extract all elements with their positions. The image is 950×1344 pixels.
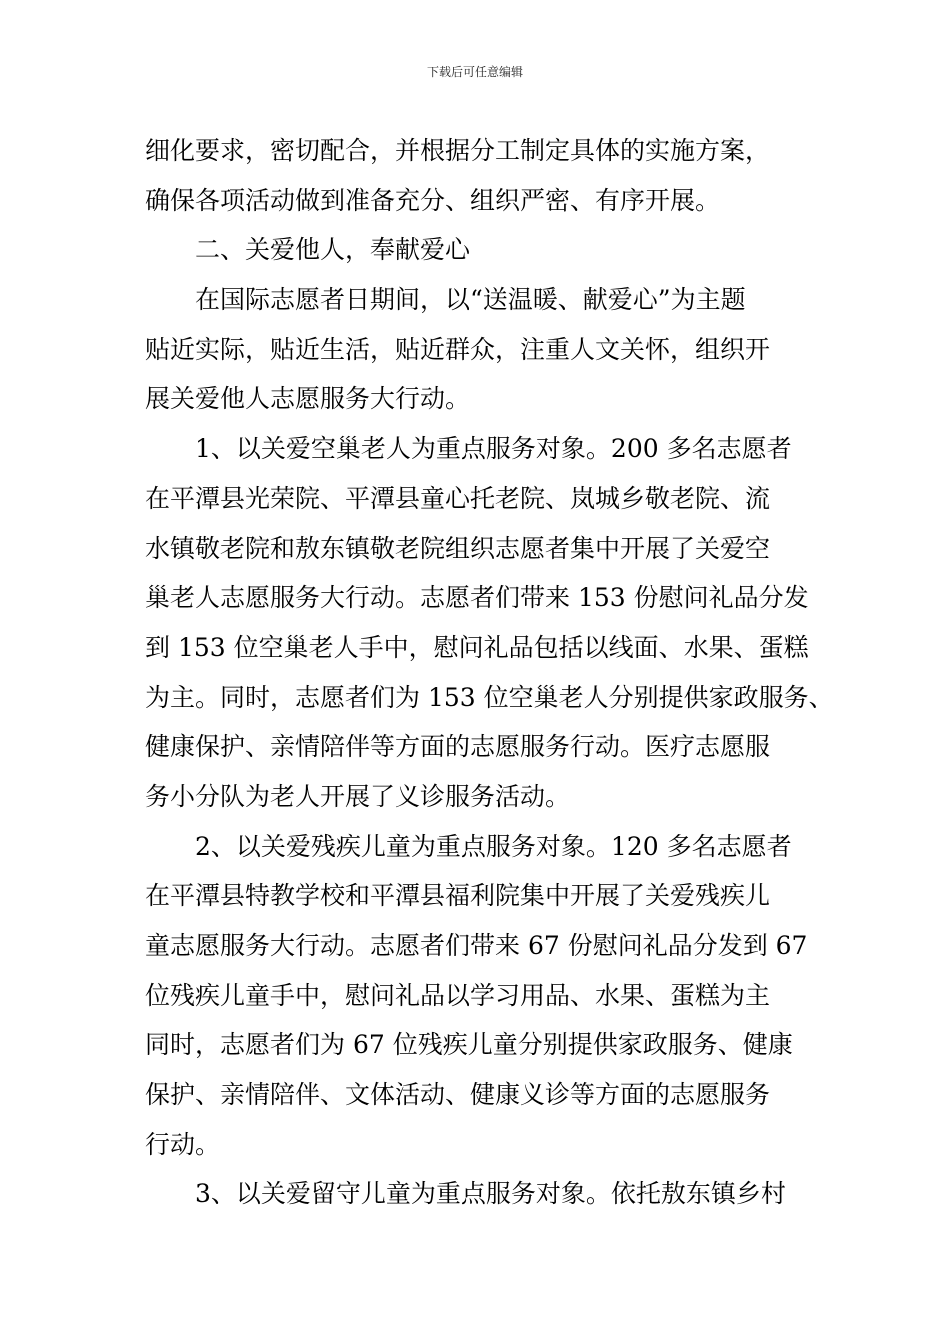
text-line: 务小分队为老人开展了义诊服务活动。 (145, 781, 571, 811)
text-line: 到 153 位空巢老人手中，慰问礼品包括以线面、水果、蛋糕 (145, 632, 809, 662)
section-heading: 二、关爱他人，奉献爱心 (195, 235, 471, 265)
text-line: 行动。 (145, 1129, 221, 1159)
page-header: 下载后可任意编辑 (426, 65, 523, 79)
text-line: 巢老人志愿服务大行动。志愿者们带来 153 份慰问礼品分发 (145, 583, 809, 613)
text-line: 为主。同时，志愿者们为 153 位空巢老人分别提供家政服务、 (145, 682, 834, 712)
text-line: 保护、亲情陪伴、文体活动、健康义诊等方面的志愿服务 (145, 1080, 771, 1110)
text-line: 同时，志愿者们为 67 位残疾儿童分别提供家政服务、健康 (145, 1030, 793, 1060)
text-line: 在国际志愿者日期间，以“送温暖、献爱心”为主题 (195, 285, 746, 315)
text-line: 1、以关爱空巢老人为重点服务对象。200 多名志愿者 (195, 434, 792, 464)
text-line: 确保各项活动做到准备充分、组织严密、有序开展。 (145, 185, 721, 215)
text-line: 位残疾儿童手中，慰问礼品以学习用品、水果、蛋糕为主 (145, 980, 771, 1010)
text-line: 展关爱他人志愿服务大行动。 (145, 384, 471, 414)
text-line: 水镇敬老院和敖东镇敬老院组织志愿者集中开展了关爱空 (145, 533, 771, 563)
text-line: 3、以关爱留守儿童为重点服务对象。依托敖东镇乡村 (195, 1179, 786, 1209)
text-line: 贴近实际，贴近生活，贴近群众，注重人文关怀，组织开 (145, 334, 771, 364)
document-body (145, 126, 835, 1219)
text-line: 在平潭县光荣院、平潭县童心托老院、岚城乡敬老院、流 (145, 483, 771, 513)
text-line: 健康保护、亲情陪伴等方面的志愿服务行动。医疗志愿服 (145, 732, 771, 762)
text-line: 在平潭县特教学校和平潭县福利院集中开展了关爱残疾儿 (145, 881, 771, 911)
text-line: 细化要求，密切配合，并根据分工制定具体的实施方案， (145, 136, 771, 165)
text-line: 童志愿服务大行动。志愿者们带来 67 份慰问礼品分发到 67 (145, 931, 808, 960)
text-line: 2、以关爱残疾儿童为重点服务对象。120 多名志愿者 (195, 831, 792, 861)
